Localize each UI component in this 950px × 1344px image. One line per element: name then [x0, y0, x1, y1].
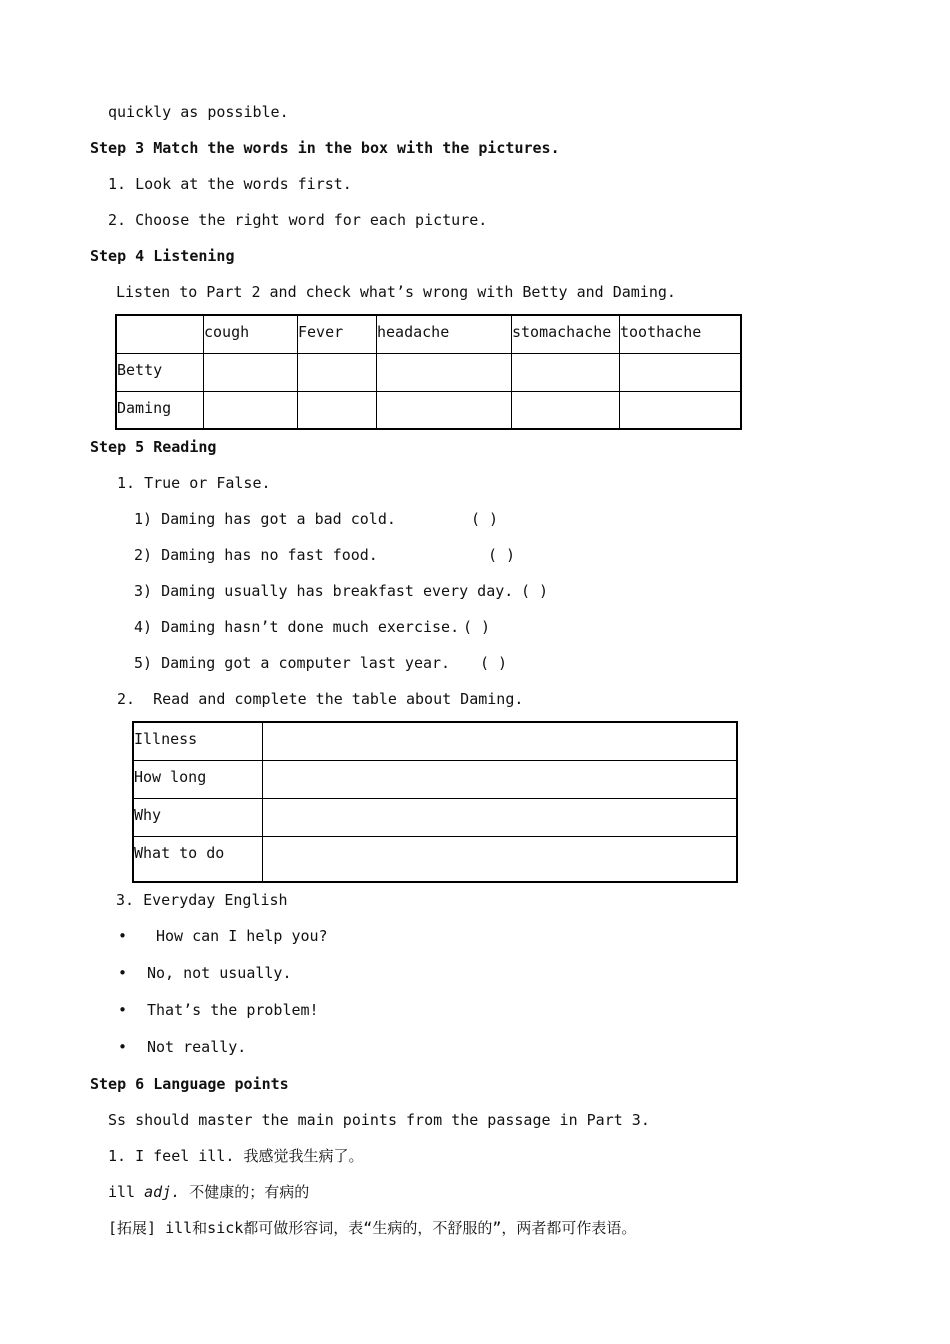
- answer-cell[interactable]: [263, 836, 738, 882]
- ill-meaning: 不健康的；有病的: [189, 1183, 310, 1201]
- table-header-row: [116, 315, 741, 353]
- check-cell[interactable]: [377, 353, 512, 391]
- tf-answer-bracket[interactable]: ( ): [488, 546, 516, 564]
- table-row: [133, 722, 737, 760]
- tf-answer-bracket[interactable]: ( ): [463, 618, 491, 636]
- daming-table: [132, 721, 738, 883]
- check-cell[interactable]: [512, 391, 620, 429]
- bullet-icon: •: [118, 964, 128, 982]
- tf-answer-bracket[interactable]: ( ): [471, 510, 499, 528]
- check-cell[interactable]: [204, 391, 298, 429]
- tf-answer-bracket[interactable]: ( ): [480, 654, 508, 672]
- table-row: [133, 760, 737, 798]
- table-row: [133, 836, 737, 882]
- answer-cell[interactable]: [263, 722, 738, 760]
- table-header-cell: toothache: [620, 315, 742, 353]
- bullet-icon: •: [118, 927, 128, 945]
- listening-table: [115, 314, 742, 430]
- row-label: Illness: [133, 722, 263, 760]
- tf-statement-5: 5) Daming got a computer last year.: [134, 654, 451, 672]
- step6-heading: Step 6 Language points: [90, 1075, 289, 1093]
- row-label: Betty: [116, 353, 204, 391]
- step5-sub1: 1. True or False.: [117, 474, 271, 492]
- phrase-1: How can I help you?: [156, 927, 328, 945]
- step3-item-1: 1. Look at the words first.: [108, 175, 352, 193]
- step3-heading: Step 3 Match the words in the box with the pictures.: [90, 139, 560, 157]
- check-cell[interactable]: [298, 353, 377, 391]
- tf-statement-4: 4) Daming hasn’t done much exercise.: [134, 618, 460, 636]
- phrase-2: No, not usually.: [147, 964, 292, 982]
- step3-item-2: 2. Choose the right word for each picture.: [108, 211, 488, 229]
- table-header-cell: Fever: [298, 315, 377, 353]
- table-header-cell: cough: [204, 315, 298, 353]
- row-label: Daming: [116, 391, 204, 429]
- table-header-cell: [116, 315, 204, 353]
- step5-sub3: 3. Everyday English: [116, 891, 288, 909]
- answer-cell[interactable]: [263, 760, 738, 798]
- ill-definition: [108, 1182, 309, 1202]
- phrase-4: Not really.: [147, 1038, 247, 1056]
- phrase-3: That’s the problem!: [147, 1001, 319, 1019]
- step6-intro: Ss should master the main points from the passage in Part 3.: [108, 1111, 650, 1129]
- step5-sub2: 2. Read and complete the table about Daming.: [117, 690, 524, 708]
- check-cell[interactable]: [512, 353, 620, 391]
- step4-instruction: Listen to Part 2 and check what’s wrong with Betty and Daming.: [116, 283, 676, 301]
- tf-answer-bracket[interactable]: ( ): [521, 582, 549, 600]
- table-row: [116, 391, 741, 429]
- check-cell[interactable]: [620, 353, 742, 391]
- part-of-speech: adj.: [144, 1183, 181, 1201]
- table-header-cell: stomachache: [512, 315, 620, 353]
- ill-word: ill: [108, 1183, 136, 1201]
- step4-heading: Step 4 Listening: [90, 247, 235, 265]
- row-label: How long: [133, 760, 263, 798]
- answer-cell[interactable]: [263, 798, 738, 836]
- bullet-icon: •: [118, 1001, 128, 1019]
- check-cell[interactable]: [204, 353, 298, 391]
- row-label: Why: [133, 798, 263, 836]
- tf-statement-2: 2) Daming has no fast food.: [134, 546, 378, 564]
- point-1: 1. I feel ill. 我感觉我生病了。: [108, 1147, 364, 1165]
- check-cell[interactable]: [298, 391, 377, 429]
- step5-heading: Step 5 Reading: [90, 438, 217, 456]
- bullet-icon: •: [118, 1038, 128, 1056]
- table-header-cell: headache: [377, 315, 512, 353]
- table-row: [116, 353, 741, 391]
- check-cell[interactable]: [620, 391, 742, 429]
- intro-line: quickly as possible.: [108, 103, 289, 121]
- tf-statement-3: 3) Daming usually has breakfast every day.: [134, 582, 514, 600]
- table-row: [133, 798, 737, 836]
- extension-note: [拓展] ill和sick都可做形容词，表“生病的，不舒服的”，两者都可作表语。: [108, 1219, 637, 1237]
- row-label: What to do: [133, 836, 263, 882]
- tf-statement-1: 1) Daming has got a bad cold.: [134, 510, 396, 528]
- check-cell[interactable]: [377, 391, 512, 429]
